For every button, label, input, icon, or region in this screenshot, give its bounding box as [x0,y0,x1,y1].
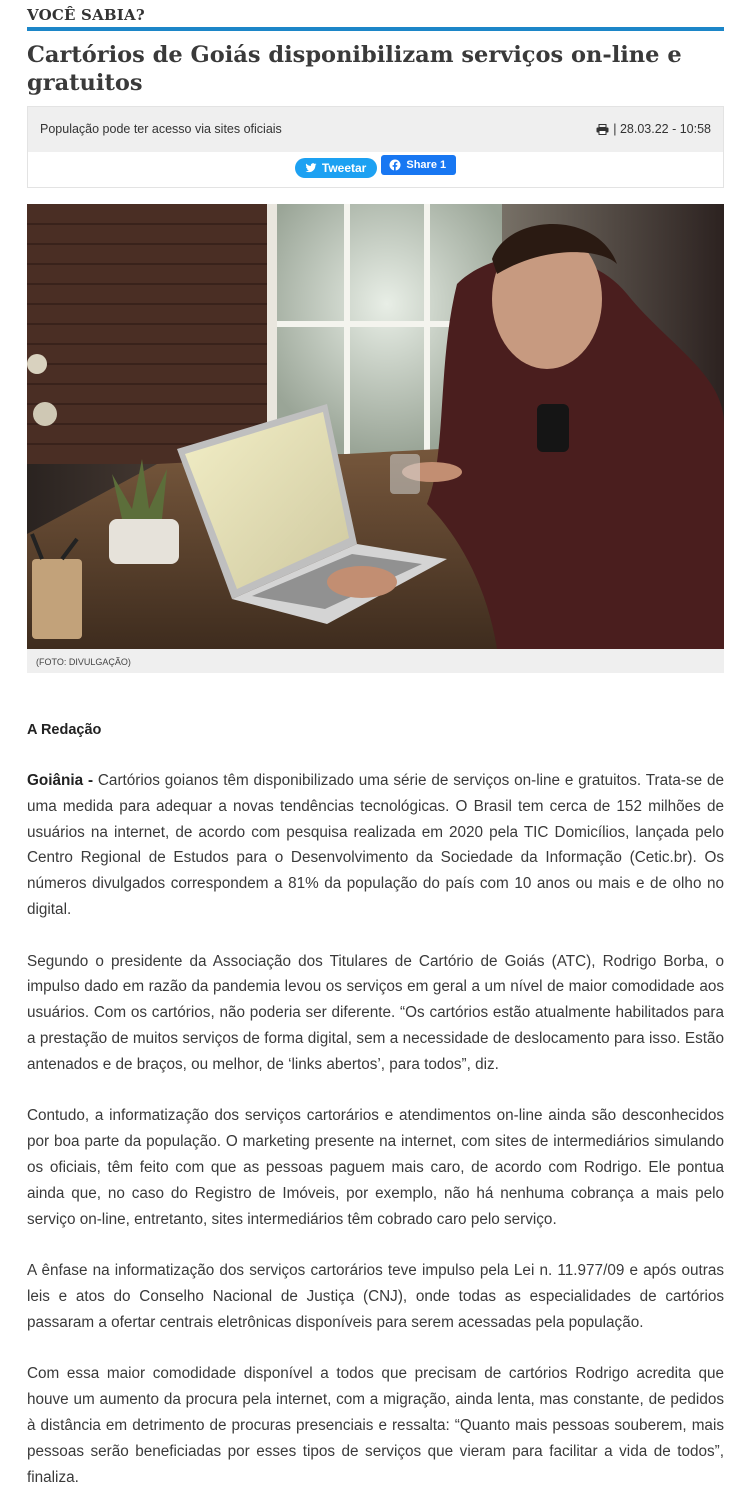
lead-text: Cartórios goianos têm disponibilizado uma série de serviços on-line e gratuitos. Trata-se de uma medida para adequar a novas tendências tecnológicas. O Brasil tem cerca de 152 milhões de usuários na internet, de acordo com pesquisa realizada em 2020 pela TIC Domicílios, lançada pelo Centro Regional de Estudos para o Desenvolvimento da Sociedade da Informação (Cetic.br). Os números divulgados correspondem a 81% da população do país com 10 anos ou mais e de olho no digital. [27,772,724,918]
meta-bar [28,107,723,152]
twitter-bird-icon [305,162,317,174]
byline: A Redação [27,722,102,738]
photo-person-laptop [27,204,724,649]
printer-icon[interactable] [596,124,609,135]
article-headline: Cartórios de Goiás disponibilizam serviços on-line e gratuitos [27,42,682,96]
tweet-button[interactable] [295,158,377,178]
article-body [27,768,724,1506]
photo-caption: (FOTO: DIVULGAÇÃO) [36,657,131,667]
body-paragraph: Contudo, a informatização dos serviços cartorários e atendimentos on-line ainda são desconhecidos por boa parte da população. O marketing presente na internet, com sites de intermediários simulando os oficiais, têm feito com que as pessoas paguem mais caro, de acordo com Rodrigo. Ele pontua ainda que, no caso do Registro de Imóveis, por exemplo, não há nenhuma cobrança a mais pelo serviço on-line, entretanto, sites intermediários têm cobrado caro pelo serviço. [27,1107,724,1228]
facebook-icon [389,159,401,171]
body-paragraph: Com essa maior comodidade disponível a todos que precisam de cartórios Rodrigo acredita que houve um aumento da procura pela internet, com a migração, ainda lenta, mas constante, de pedidos à distância em detrimento de procuras presenciais e ressalta: “Quanto mais pessoas souberem, mais pessoas serão beneficiadas por esses tipos de serviços que vieram para facilitar a vida de todos”, finaliza. [27,1365,724,1486]
article-photo [27,204,724,673]
lead-dateline: Goiânia - [27,772,94,789]
dateline [596,122,711,136]
article-meta-box [27,106,724,188]
body-paragraph: Segundo o presidente da Associação dos Titulares de Cartório de Goiás (ATC), Rodrigo Borba, o impulso dado em razão da pandemia levou os serviços em geral a um nível de maior comodidade aos usuários. Com os cartórios, não poderia ser diferente. “Os cartórios estão atualmente habilitados para a prestação de muitos serviços de forma digital, sem a necessidade de deslocamento para isso. Estão antenados e de braços, ou melhor, de ‘links abertos’, para todos”, diz. [27,952,724,1073]
section-divider [27,27,724,31]
share-buttons [28,155,723,181]
tweet-label: Tweetar [321,161,367,175]
article-subtitle: População pode ter acesso via sites oficiais [40,122,282,136]
publish-date: | 28.03.22 - 10:58 [613,122,711,136]
body-paragraph: A ênfase na informatização dos serviços cartorários teve impulso pela Lei n. 11.977/09 e após outras leis e atos do Conselho Nacional de Justiça (CNJ), onde todas as especialidades de cartórios passaram a ofertar centrais eletrônicas disponíveis para serem acessadas pela população. [27,1262,724,1331]
facebook-share-button[interactable] [381,155,456,175]
lead-paragraph [27,768,724,923]
facebook-share-label: Share 1 [406,159,447,171]
section-label[interactable]: VOCÊ SABIA? [27,6,145,24]
